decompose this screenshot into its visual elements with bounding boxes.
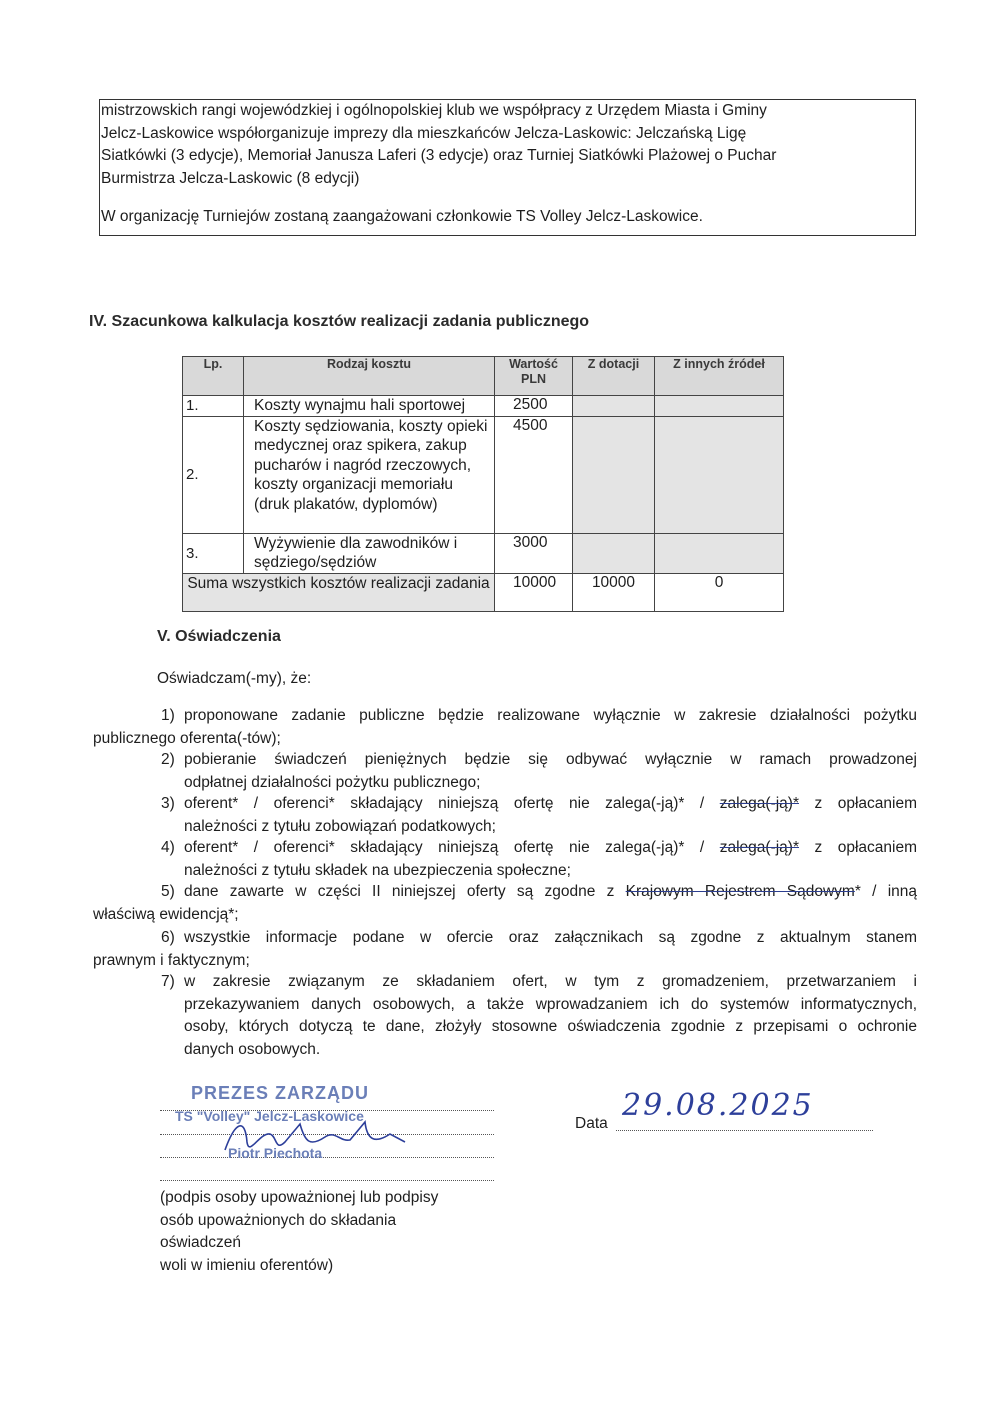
item-number: 2) [161,751,175,768]
sum-dotacja: 10000 [573,573,655,611]
item-line: osoby, których dotyczą te dane, złożyły stosowne oświadczenia zgodnie z przepisami o ochronie [184,1018,917,1035]
signature-caption [160,1187,438,1277]
item-line [184,837,917,860]
date-value: 29.08.2025 [622,1088,814,1123]
caption-line: oświadczeń [160,1234,241,1251]
declaration-item [93,837,917,882]
header-lp: Lp. [183,357,244,396]
item-text: dane zawarte w części II niniejszej oferty są zgodne z [184,883,626,900]
item-line: danych osobowych. [184,1040,321,1058]
item-text: oferent* / oferenci* składający niniejszą ofertę nie zalega(-ją)* / [184,795,720,812]
table-header-row [183,357,784,396]
description-line: mistrzowskich rangi wojewódzkiej i ogólnopolskiej klub we współpracy z Urzędem Miasta i Gminy [101,102,767,119]
row-inne [655,416,784,533]
item-line: w zakresie związanym ze składaniem ofert, w tym z gromadzeniem, przetwarzaniem i [184,973,917,990]
stamp-name: Piotr Piechota [228,1145,323,1161]
declaration-item [93,971,917,1061]
date-label: Data [575,1115,608,1132]
struck-text: zalega(-ją)* [719,839,799,856]
item-text: z opłacaniem [799,839,917,856]
row-dotacja [573,396,655,417]
description-line: Jelcz-Laskowice współorganizuje imprezy dla mieszkańców Jelcza-Laskowic: Jelczańską Ligę [101,124,747,142]
table-row [183,416,784,533]
declaration-item [93,927,917,972]
item-line: prawnym i faktycznym; [93,951,250,969]
item-number: 6) [161,929,175,946]
declaration-item [93,881,917,926]
item-number: 3) [161,795,175,812]
sum-inne: 0 [655,573,784,611]
row-lp: 3. [183,533,244,573]
item-line: wszystkie informacje podane w ofercie oraz załącznikach są zgodne z aktualnym stanem [184,929,917,946]
header-inne: Z innych źródeł [655,357,784,396]
row-dotacja [573,533,655,573]
header-dotacja: Z dotacji [573,357,655,396]
stamp-organization: TS "Volley" Jelcz-Laskowice [175,1108,364,1124]
item-line [184,881,917,904]
description-line: Siatkówki (3 edycje), Memoriał Janusza Laferi (3 edycje) oraz Turniej Siatkówki Plażowej o Puchar [101,147,777,164]
handwritten-signature [215,1112,415,1162]
row-lp: 2. [183,416,244,533]
stamp-title: PREZES ZARZĄDU [191,1083,370,1103]
declaration-intro: Oświadczam(-my), że: [157,670,312,687]
section-v-title: V. Oświadczenia [157,628,281,645]
item-number: 5) [161,883,175,900]
item-number: 7) [161,973,175,990]
caption-line: (podpis osoby upoważnionej lub podpisy [160,1189,439,1206]
struck-text: zalega(-ją)* [719,795,799,812]
row-lp: 1. [183,396,244,417]
item-text: oferent* / oferenci* składający niniejszą ofertę nie zalega(-ją)* / [184,839,720,856]
item-line [184,793,917,816]
item-line: pobieranie świadczeń pieniężnych będzie się odbywać wyłącznie w ramach prowadzonej [184,751,917,768]
row-value: 3000 [495,533,573,573]
row-inne [655,396,784,417]
sum-value: 10000 [495,573,573,611]
row-desc: Koszty sędziowania, koszty opieki medycznej oraz spikera, zakup pucharów i nagród rzeczowych, koszty organizacji memoriału (druk plakatów, dyplomów) [244,416,495,533]
row-inne [655,533,784,573]
date-dotted-line [616,1129,873,1131]
item-line: odpłatnej działalności pożytku publicznego; [184,773,481,791]
signature-dotted-line [160,1179,494,1181]
table-row [183,533,784,573]
item-line: proponowane zadanie publiczne będzie realizowane wyłącznie w zakresie działalności pożytku [184,707,917,724]
declaration-item [93,793,917,838]
row-desc: Wyżywienie dla zawodników i sędziego/sędziów [244,533,495,573]
declaration-item [93,705,917,750]
item-number: 1) [161,707,175,724]
section-iv-title: IV. Szacunkowa kalkulacja kosztów realizacji zadania publicznego [89,313,590,330]
item-line: publicznego oferenta(-tów); [93,729,281,747]
item-text: * / inną [854,883,918,900]
description-box [99,99,916,236]
caption-line: woli w imieniu oferentów) [160,1256,334,1274]
header-rodzaj: Rodzaj kosztu [244,357,495,396]
item-line: należności z tytułu składek na ubezpieczenia społeczne; [184,861,571,879]
struck-text: Krajowym Rejestrem Sądowym [625,883,855,900]
table-sum-row [183,573,784,611]
row-value: 2500 [495,396,573,417]
item-number: 4) [161,839,175,856]
item-line: właściwą ewidencją*; [93,905,239,923]
item-line: przekazywaniem danych osobowych, a także wprowadzaniem ich do systemów informatycznych, [184,995,917,1013]
row-desc: Koszty wynajmu hali sportowej [244,396,495,417]
description-paragraph: W organizację Turniejów zostaną zaangażowani członkowie TS Volley Jelcz-Laskowice. [101,208,703,225]
item-text: z opłacaniem [799,795,917,812]
item-line: należności z tytułu zobowiązań podatkowych; [184,817,496,835]
header-wartosc: Wartość PLN [495,357,573,396]
sum-label: Suma wszystkich kosztów realizacji zadania [183,573,495,611]
description-line: Burmistrza Jelcza-Laskowic (8 edycji) [101,169,360,187]
caption-line: osób upoważnionych do składania [160,1211,397,1229]
row-dotacja [573,416,655,533]
row-value: 4500 [495,416,573,533]
table-row [183,396,784,417]
cost-table [182,356,784,612]
declaration-item [93,749,917,794]
